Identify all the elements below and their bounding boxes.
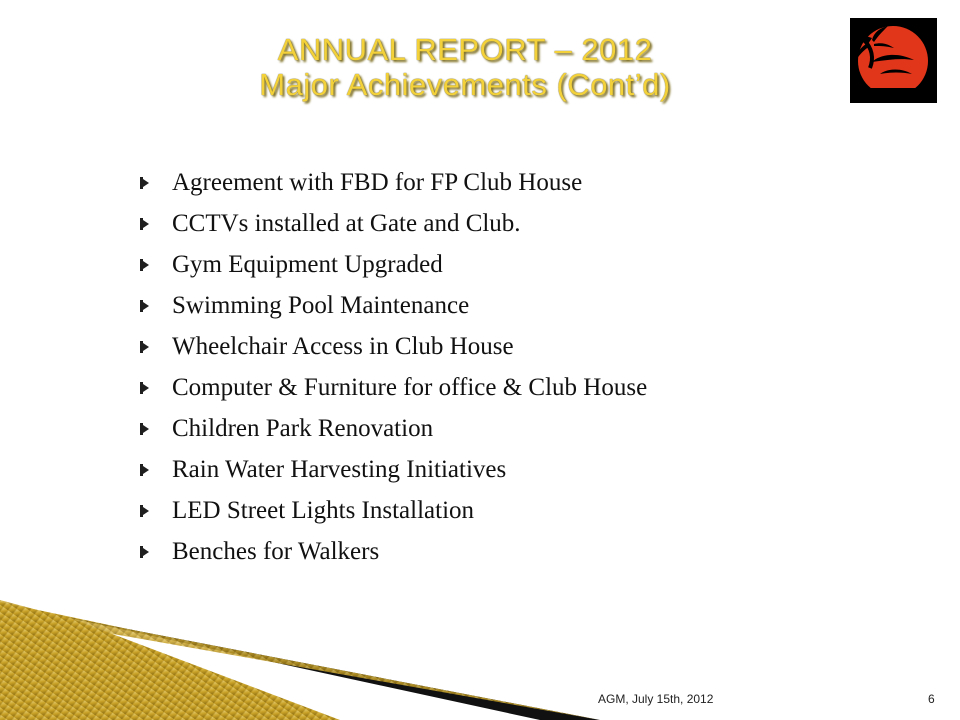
list-item [140, 285, 840, 326]
list-item [140, 490, 840, 531]
arrow-bullet-icon [140, 382, 149, 394]
palm-tree-sun-logo-icon [850, 18, 937, 103]
arrow-bullet-icon [140, 341, 149, 353]
list-item-text: Computer & Furniture for office & Club House [172, 374, 648, 401]
arrow-bullet-icon [140, 464, 149, 476]
arrow-bullet-icon [140, 300, 149, 312]
list-item-text: CCTVs installed at Gate and Club. [172, 210, 521, 237]
list-item-text: Swimming Pool Maintenance [172, 292, 470, 319]
list-item [140, 326, 840, 367]
arrow-bullet-icon [140, 259, 149, 271]
arrow-bullet-icon [140, 218, 149, 230]
gold-corner-decoration [0, 590, 960, 720]
arrow-bullet-icon [140, 505, 149, 517]
list-item [140, 244, 840, 285]
list-item [140, 408, 840, 449]
list-item [140, 531, 840, 572]
arrow-bullet-icon [140, 177, 149, 189]
footer-date: AGM, July 15th, 2012 [598, 692, 714, 706]
list-item [140, 449, 840, 490]
list-item-text: LED Street Lights Installation [172, 497, 475, 524]
arrow-bullet-icon [140, 423, 149, 435]
list-item-text: Wheelchair Access in Club House [172, 333, 514, 360]
list-item-text: Benches for Walkers [172, 538, 380, 565]
list-item-text: Agreement with FBD for FP Club House [172, 169, 583, 196]
title-line-1: ANNUAL REPORT – 2012 [277, 32, 653, 67]
slide-title [150, 32, 780, 102]
list-item [140, 367, 840, 408]
list-item-text: Children Park Renovation [172, 415, 434, 442]
page-number: 6 [928, 692, 935, 706]
title-line-2: Major Achievements (Cont’d) [259, 67, 671, 102]
list-item-text: Rain Water Harvesting Initiatives [172, 456, 507, 483]
arrow-bullet-icon [140, 546, 149, 558]
list-item-text: Gym Equipment Upgraded [172, 251, 443, 278]
list-item [140, 203, 840, 244]
achievements-list [140, 162, 840, 572]
list-item [140, 162, 840, 203]
